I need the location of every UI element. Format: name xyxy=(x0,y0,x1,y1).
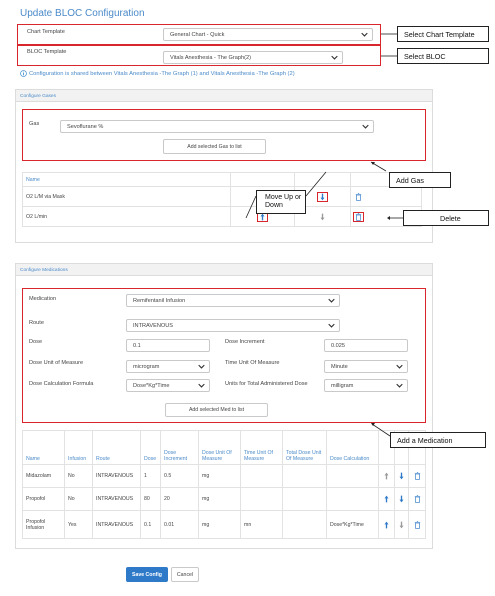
delete-cell xyxy=(409,511,426,539)
trash-icon[interactable] xyxy=(414,495,421,503)
dose-calc-value: Dose*Kg*Time xyxy=(133,383,170,389)
med-calc: Dose*Kg*Time xyxy=(327,511,379,539)
arrow-down-icon[interactable] xyxy=(398,521,405,529)
trash-icon[interactable] xyxy=(355,193,362,201)
configure-gases-header: Configure Gases xyxy=(16,90,432,102)
arrow-up-icon[interactable] xyxy=(383,472,390,480)
med-calc xyxy=(327,465,379,488)
configure-medications-header: Configure Medications xyxy=(16,264,432,276)
medication-select[interactable] xyxy=(126,294,340,307)
chevron-down-icon xyxy=(198,364,205,369)
gas-table-header xyxy=(23,173,422,187)
med-dose-unit: mg xyxy=(199,488,241,511)
gas-select[interactable] xyxy=(60,120,374,133)
info-icon xyxy=(20,70,27,77)
delete-cell xyxy=(409,465,426,488)
arrow-down-icon[interactable] xyxy=(319,213,326,221)
move-up-cell xyxy=(379,511,395,539)
total-units-label: Units for Total Administered Dose xyxy=(225,381,308,387)
med-dose: 80 xyxy=(141,488,161,511)
med-infusion: Yes xyxy=(65,511,93,539)
dose-increment-input[interactable]: 0.025 xyxy=(324,339,408,352)
med-column-dose: Dose xyxy=(141,431,161,465)
delete-cell xyxy=(351,187,422,207)
time-unit-value: Minute xyxy=(331,364,348,370)
page-title: Update BLOC Configuration xyxy=(20,8,145,19)
gas-column-move-down xyxy=(295,173,351,187)
med-column-increment: Dose Increment xyxy=(161,431,199,465)
med-dose-unit: mg xyxy=(199,511,241,539)
med-time-unit: mn xyxy=(241,511,283,539)
chevron-down-icon xyxy=(328,323,335,328)
chevron-down-icon xyxy=(331,55,338,60)
shared-note xyxy=(20,70,295,77)
med-time-unit xyxy=(241,465,283,488)
med-infusion: No xyxy=(65,488,93,511)
medication-label: Medication xyxy=(29,296,57,302)
dose-input[interactable]: 0.1 xyxy=(126,339,210,352)
med-calc xyxy=(327,488,379,511)
med-dose: 0.1 xyxy=(141,511,161,539)
chevron-down-icon xyxy=(198,383,205,388)
callout-add-gas: Add Gas xyxy=(389,172,451,188)
route-label: Route xyxy=(29,320,44,326)
move-down-cell xyxy=(395,465,409,488)
dose-calc-label: Dose Calculation Formula xyxy=(29,381,94,387)
med-column-dose-unit: Dose Unit Of Measure xyxy=(199,431,241,465)
dose-unit-select[interactable] xyxy=(126,360,210,373)
table-row xyxy=(23,207,422,227)
callout-move-up-down: Move Up or Down xyxy=(256,190,306,214)
trash-icon[interactable] xyxy=(414,521,421,529)
med-route: INTRAVENOUS xyxy=(93,511,141,539)
move-up-cell xyxy=(379,488,395,511)
arrow-down-icon[interactable] xyxy=(319,193,326,201)
chevron-down-icon xyxy=(362,124,369,129)
med-route: INTRAVENOUS xyxy=(93,465,141,488)
arrow-up-icon[interactable] xyxy=(383,521,390,529)
move-down-highlight xyxy=(317,192,328,202)
med-name: Propofol Infusion xyxy=(23,511,65,539)
med-name: Midazolam xyxy=(23,465,65,488)
med-increment: 0.5 xyxy=(161,465,199,488)
bloc-template-label: BLOC Template xyxy=(27,49,67,55)
med-dose: 1 xyxy=(141,465,161,488)
med-dose-unit: mg xyxy=(199,465,241,488)
add-gas-button[interactable]: Add selected Gas to list xyxy=(163,139,266,154)
med-total-unit xyxy=(283,465,327,488)
table-row xyxy=(23,465,426,488)
time-unit-label: Time Unit Of Measure xyxy=(225,360,280,366)
med-column-infusion: Infusion xyxy=(65,431,93,465)
medication-table xyxy=(22,430,426,539)
delete-highlight xyxy=(353,212,364,222)
trash-icon[interactable] xyxy=(414,472,421,480)
med-column-route: Route xyxy=(93,431,141,465)
table-row xyxy=(23,187,422,207)
arrow-up-icon[interactable] xyxy=(383,495,390,503)
med-column-time-unit: Time Unit Of Measure xyxy=(241,431,283,465)
chart-template-label: Chart Template xyxy=(27,29,65,35)
dose-increment-label: Dose Increment xyxy=(225,339,265,345)
shared-note-text: Configuration is shared between Vitals Anesthesia -The Graph (1) and Vitals Anesthesia -The Graph (2) xyxy=(29,70,295,77)
bloc-template-value: Vitals Anesthesia - The Graph(2) xyxy=(170,55,251,61)
med-column-name: Name xyxy=(23,431,65,465)
total-units-value: milligram xyxy=(331,383,354,389)
dose-label: Dose xyxy=(29,339,43,345)
callout-add-medication: Add a Medication xyxy=(390,432,486,448)
gas-value: Sevoflurane % xyxy=(67,124,104,130)
gas-table xyxy=(22,172,422,227)
arrow-down-icon[interactable] xyxy=(398,472,405,480)
add-medication-button[interactable]: Add selected Med to list xyxy=(165,403,268,417)
med-route: INTRAVENOUS xyxy=(93,488,141,511)
dose-unit-value: microgram xyxy=(133,364,160,370)
medication-table-header xyxy=(23,431,426,465)
dose-unit-label: Dose Unit of Measure xyxy=(29,360,84,366)
move-up-cell xyxy=(379,465,395,488)
cancel-button[interactable]: Cancel xyxy=(171,567,199,582)
dose-calc-select[interactable] xyxy=(126,379,210,392)
gas-row-name: O2 L/M via Mask xyxy=(23,187,231,207)
callout-select-chart-template: Select Chart Template xyxy=(397,26,489,42)
route-select[interactable] xyxy=(126,319,340,332)
save-config-button[interactable]: Save Config xyxy=(126,567,168,582)
move-down-cell xyxy=(395,511,409,539)
gas-column-move-up xyxy=(231,173,295,187)
table-row xyxy=(23,511,426,539)
gas-row-name: O2 L/min xyxy=(23,207,231,227)
callout-delete: Delete xyxy=(403,210,489,226)
med-name: Propofol xyxy=(23,488,65,511)
trash-icon[interactable] xyxy=(355,213,362,221)
chevron-down-icon xyxy=(361,32,368,37)
med-total-unit xyxy=(283,488,327,511)
time-unit-select[interactable] xyxy=(324,360,408,373)
chevron-down-icon xyxy=(396,383,403,388)
med-increment: 20 xyxy=(161,488,199,511)
total-units-select[interactable] xyxy=(324,379,408,392)
med-column-calc: Dose Calculation xyxy=(327,431,379,465)
med-infusion: No xyxy=(65,465,93,488)
med-increment: 0.01 xyxy=(161,511,199,539)
chevron-down-icon xyxy=(396,364,403,369)
move-down-cell xyxy=(395,488,409,511)
delete-cell xyxy=(409,488,426,511)
gas-label: Gas xyxy=(29,121,40,127)
table-row xyxy=(23,488,426,511)
medication-table-wrapper xyxy=(22,430,426,539)
med-time-unit xyxy=(241,488,283,511)
medication-value: Remifentanil Infusion xyxy=(133,298,186,304)
route-value: INTRAVENOUS xyxy=(133,323,173,329)
callout-select-bloc: Select BLOC xyxy=(397,48,489,64)
med-total-unit xyxy=(283,511,327,539)
chart-template-select[interactable] xyxy=(163,28,373,41)
med-column-total-unit: Total Dose Unit Of Measure xyxy=(283,431,327,465)
bloc-template-select[interactable] xyxy=(163,51,343,64)
gas-column-name: Name xyxy=(23,173,231,187)
callout-connector-lines-top xyxy=(381,30,399,60)
chart-template-value: General Chart - Quick xyxy=(170,32,225,38)
chevron-down-icon xyxy=(328,298,335,303)
arrow-down-icon[interactable] xyxy=(398,495,405,503)
gas-table-wrapper xyxy=(22,172,422,227)
